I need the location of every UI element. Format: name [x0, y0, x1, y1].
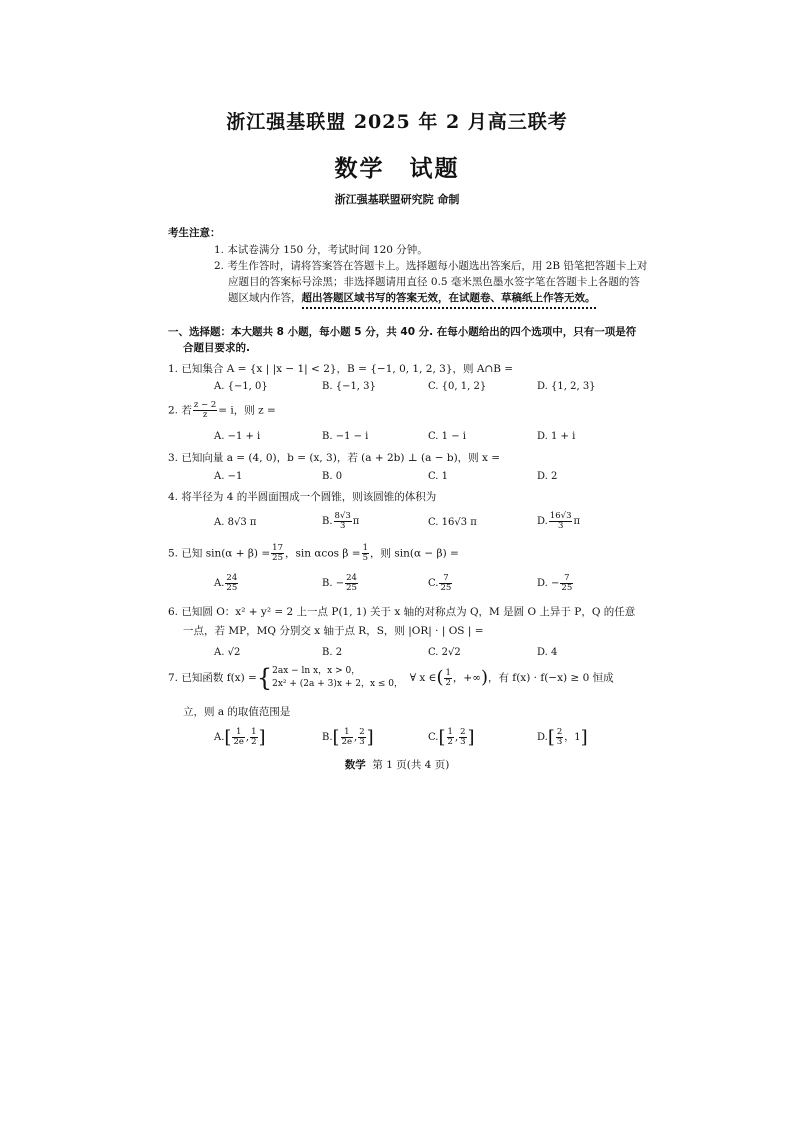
question-5-fraction-1-denominator: 25	[272, 553, 283, 563]
question-7-option-d-num: 2	[556, 727, 563, 737]
notice-heading: 考生注意：	[168, 227, 221, 239]
question-7-stem-line-2: 立，则 a 的取值范围是	[183, 706, 291, 718]
question-4-option-d-label: D.	[537, 516, 548, 527]
question-4-option-b	[322, 512, 359, 531]
question-1-option-c: C. {0, 1, 2}	[428, 381, 487, 392]
question-7-option-b-den-1: 2e	[341, 737, 353, 747]
question-4-option-b-pi: π	[352, 516, 360, 527]
question-7-option-b-num-2: 2	[359, 727, 365, 737]
question-7-interval-denominator: 2	[445, 677, 451, 688]
question-4-option-b-denominator: 3	[339, 521, 346, 531]
section-heading-line-2: 合题目要求的.	[183, 342, 250, 354]
question-7-case-2: 2x² + (2a + 3)x + 2，x ≤ 0，	[272, 679, 404, 689]
question-7-interval-fraction	[444, 669, 451, 688]
question-5-option-b-label: B. −	[322, 578, 345, 589]
question-4-option-c: C. 16√3 π	[428, 517, 477, 528]
question-7-suffix: ，有 f(x) · f(−x) ≥ 0 恒成	[487, 672, 614, 684]
question-5-option-c-denominator: 25	[440, 583, 452, 593]
question-6-option-b: B. 2	[322, 647, 343, 658]
question-5-option-c-numerator: 7	[439, 574, 452, 584]
right-bracket-icon: ]	[366, 727, 374, 748]
question-7-interval-numerator: 1	[445, 667, 451, 678]
question-7-piecewise	[272, 665, 403, 691]
question-2-option-a: A. −1 + i	[214, 431, 261, 442]
question-3-stem: 3. 已知向量 a = (4, 0)，b = (x, 3)，若 (a + 2b) ⊥ (a − b)，则 x =	[168, 452, 501, 464]
question-2-option-d: D. 1 + i	[537, 431, 576, 442]
question-7-case-1: 2ax − ln x，x > 0，	[272, 666, 361, 676]
question-2-suffix: = i，则 z =	[218, 404, 276, 417]
question-5-option-b-denominator: 25	[346, 583, 357, 593]
question-3-option-b: B. 0	[322, 471, 343, 482]
question-3-option-a: A. −1	[214, 471, 243, 482]
left-paren-icon: (	[436, 667, 444, 688]
question-4-option-d-denominator: 3	[557, 521, 564, 531]
question-2-option-c: C. 1 − i	[428, 431, 466, 442]
question-7-option-c-fraction-2	[459, 728, 466, 747]
question-7-prefix: 7. 已知函数 f(x) =	[168, 672, 257, 684]
question-7-option-a-num-2: 1	[251, 727, 257, 737]
question-7-option-b: B.[ $\frac{1}{2e}$ , $\frac{2}{3}$ ]	[322, 727, 374, 748]
question-4-option-b-label: B.	[322, 516, 333, 527]
footer-subject: 数学	[344, 759, 366, 771]
question-7-stem	[168, 665, 614, 691]
right-bracket-icon: ]	[258, 727, 266, 748]
question-7-option-a-num-1: 1	[232, 728, 244, 738]
left-brace-icon: {	[256, 664, 273, 692]
left-bracket-icon: [	[332, 727, 340, 748]
question-5-option-d-fraction	[560, 574, 573, 593]
footer-page-number: 第 1 页(共 4 页)	[372, 759, 450, 771]
question-4-option-d	[537, 512, 580, 531]
question-7-option-a-fraction-1	[232, 728, 244, 747]
question-5-option-d-denominator: 25	[561, 583, 573, 593]
question-5-option-a	[214, 574, 239, 593]
question-5-fraction-1	[271, 544, 284, 563]
notice-normal-text: 题区域内作答，	[228, 292, 302, 304]
question-5-option-a-denominator: 25	[226, 583, 238, 593]
question-5-option-c-label: C.	[428, 578, 439, 589]
right-paren-icon: )	[480, 667, 488, 688]
notice-item-1: 1. 本试卷满分 150 分，考试时间 120 分钟。	[214, 244, 428, 256]
question-6-stem-line-1: 6. 已知圆 O：x² + y² = 2 上一点 P(1, 1) 关于 x 轴的对称点为 Q，M 是圆 O 上异于 P，Q 的任意	[168, 606, 636, 618]
question-5-option-d-label: D. −	[537, 578, 560, 589]
left-bracket-icon: [	[438, 727, 446, 748]
question-7-option-a-fraction-2	[250, 728, 257, 747]
question-2-fraction-denominator: z	[202, 410, 208, 420]
question-7-option-b-label: B.	[322, 732, 333, 743]
notice-item-2-line-1: 2. 考生作答时，请将答案答在答题卡上。选择题每小题选出答案后，用 2B 铅笔把答题卡上对	[214, 260, 648, 272]
question-4-option-d-numerator: 16√3	[549, 511, 572, 521]
question-7-option-b-fraction-1	[341, 728, 353, 747]
question-5-fraction-2-denominator: 5	[362, 553, 368, 563]
question-2-fraction	[193, 401, 217, 420]
question-4-stem: 4. 将半径为 4 的半圆面围成一个圆锥，则该圆锥的体积为	[168, 491, 437, 503]
question-5-option-d	[537, 574, 574, 593]
left-bracket-icon: [	[547, 727, 555, 748]
question-7-option-a-label: A.	[214, 732, 225, 743]
question-4-option-a: A. 8√3 π	[214, 517, 257, 528]
question-7-option-b-num-1: 1	[341, 728, 353, 738]
question-7-option-c-den-2: 3	[460, 737, 466, 747]
question-5-suffix: ，则 sin(α − β) =	[370, 547, 459, 560]
question-4-option-b-fraction	[334, 512, 352, 531]
notice-item-2-line-2: 应题目的答案标号涂黑；非选择题请用直径 0.5 毫米黑色墨水签字笔在答题卡上各题的答	[228, 276, 640, 288]
question-7-option-c-fraction-1	[447, 728, 454, 747]
question-6-option-d: D. 4	[537, 647, 558, 658]
question-2-option-b: B. −1 − i	[322, 431, 369, 442]
question-7-option-a: A.[ $\frac{1}{2e}$ , $\frac{1}{2}$ ]	[214, 727, 266, 748]
question-6-option-c: C. 2√2	[428, 647, 461, 658]
question-7-option-c-num-2: 2	[460, 727, 466, 737]
left-bracket-icon: [	[224, 727, 232, 748]
right-bracket-icon: ]	[580, 727, 588, 748]
question-7-option-c: C.[ $\frac{1}{2}$ , $\frac{2}{3}$ ]	[428, 727, 475, 748]
question-4-option-b-numerator: 8√3	[334, 511, 351, 521]
notice-emphasis-text: 超出答题区域书写的答案无效，在试题卷、草稿纸上作答无效。	[302, 292, 596, 309]
notice-item-2-line-3	[228, 291, 596, 305]
question-5-option-d-numerator: 7	[560, 574, 573, 584]
right-bracket-icon: ]	[467, 727, 475, 748]
question-5-stem	[168, 544, 459, 563]
question-5-option-a-numerator: 24	[226, 573, 238, 583]
question-5-option-b	[322, 574, 359, 593]
question-2-fraction-numerator: z − 2	[193, 400, 217, 410]
question-5-option-a-fraction	[225, 574, 238, 593]
question-7-option-b-fraction-2	[358, 728, 365, 747]
question-7-forall: ∀ x ∈	[409, 672, 437, 684]
question-6-option-a: A. √2	[214, 647, 241, 658]
section-heading-line-1: 一、选择题：本大题共 8 小题，每小题 5 分，共 40 分. 在每小题给出的四个选项中，只有一项是符	[168, 326, 637, 338]
question-1-option-b: B. {−1, 3}	[322, 381, 376, 392]
author-line: 浙江强基联盟研究院 命制	[334, 193, 460, 206]
question-7-option-c-label: C.	[428, 732, 439, 743]
question-1-option-d: D. {1, 2, 3}	[537, 381, 596, 392]
question-7-option-a-den-1: 2e	[233, 737, 244, 747]
question-2-prefix: 2. 若	[168, 404, 192, 417]
question-4-option-d-fraction	[549, 512, 573, 531]
question-7-option-d-tail: ，1	[564, 732, 581, 743]
question-2-stem	[168, 401, 276, 420]
question-5-option-a-label: A.	[214, 578, 225, 589]
question-7-interval-tail: ，+∞	[452, 672, 481, 684]
question-5-middle: ，sin αcos β =	[285, 547, 361, 560]
question-5-prefix: 5. 已知 sin(α + β) =	[168, 547, 271, 560]
exam-title: 浙江强基联盟 2025 年 2 月高三联考	[226, 111, 568, 133]
question-1-option-a: A. {−1, 0}	[214, 381, 268, 392]
question-5-option-b-fraction	[345, 574, 358, 593]
question-7-option-c-den-1: 2	[447, 737, 453, 747]
subject-title: 数学 试题	[334, 155, 460, 182]
question-4-option-d-pi: π	[573, 516, 581, 527]
question-3-option-d: D. 2	[537, 471, 558, 482]
question-7-option-d	[537, 727, 588, 748]
question-5-fraction-1-numerator: 17	[272, 543, 283, 553]
question-7-option-d-fraction	[556, 728, 563, 747]
question-5-fraction-2-numerator: 1	[362, 543, 368, 553]
question-7-option-d-den: 3	[556, 737, 563, 747]
question-7-option-b-den-2: 3	[359, 737, 365, 747]
question-7-option-a-den-2: 2	[251, 737, 257, 747]
question-7-option-c-num-1: 1	[447, 727, 453, 737]
question-7-option-d-label: D.	[537, 732, 548, 743]
page-footer	[0, 757, 794, 772]
question-5-option-c	[428, 574, 453, 593]
question-5-option-b-numerator: 24	[346, 573, 357, 583]
question-5-fraction-2	[362, 544, 369, 563]
question-5-option-c-fraction	[439, 574, 452, 593]
question-1-stem: 1. 已知集合 A = {x | |x − 1| < 2}，B = {−1, 0, 1, 2, 3}，则 A∩B =	[168, 363, 514, 375]
question-3-option-c: C. 1	[428, 471, 449, 482]
question-6-stem-line-2: 一点，若 MP，MQ 分别交 x 轴于点 R，S，则 |OR| · | OS | =	[183, 625, 484, 637]
